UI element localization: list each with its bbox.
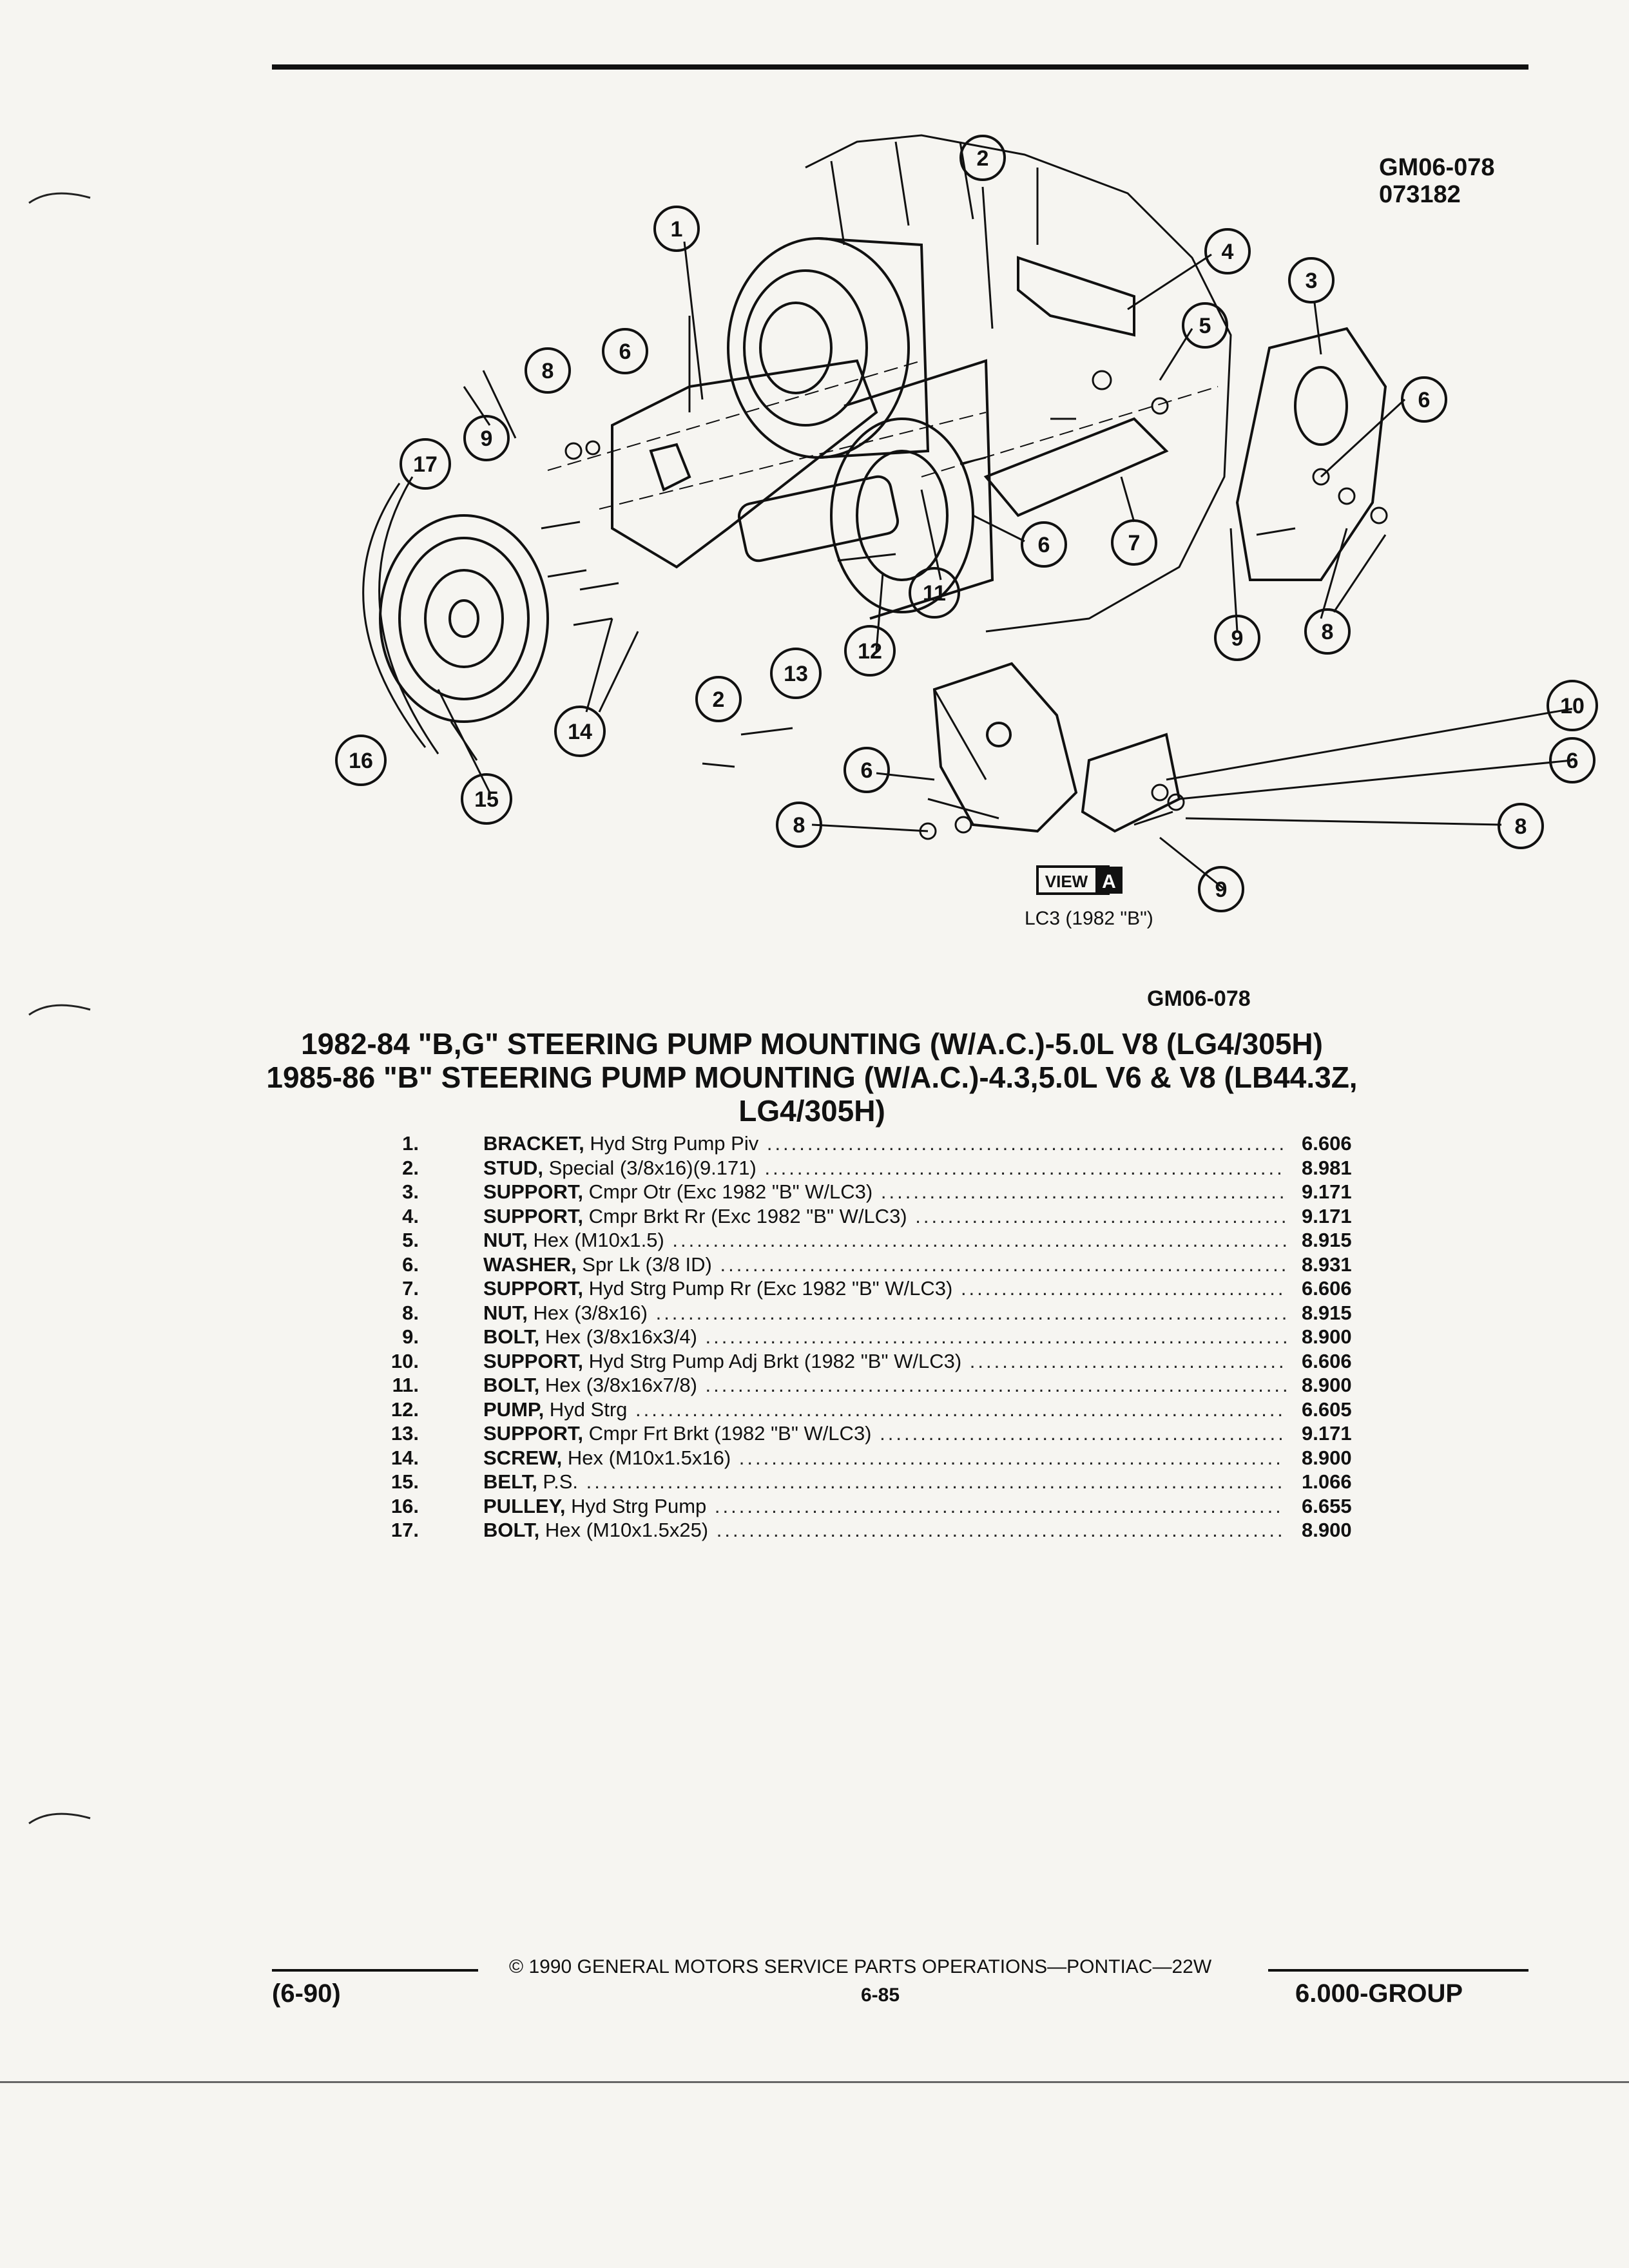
svg-text:4: 4 xyxy=(1221,240,1234,264)
part-name: SCREW, xyxy=(483,1446,563,1469)
part-name: WASHER, xyxy=(483,1253,577,1276)
footer-rule-right xyxy=(1268,1969,1528,1972)
callout-7 xyxy=(1112,521,1156,564)
part-group-number: 6.655 xyxy=(1302,1494,1352,1517)
svg-text:15: 15 xyxy=(474,787,499,812)
part-description xyxy=(483,1156,1598,1180)
part-detail: Hex (3/8x16) xyxy=(527,1301,648,1324)
part-group-number: 9.171 xyxy=(1302,1422,1352,1445)
part-number: 15. xyxy=(390,1470,419,1493)
part-detail: Hyd Strg Pump Rr (Exc 1982 "B" W/LC3) xyxy=(583,1277,953,1300)
callout-6b xyxy=(603,329,647,373)
margin-mark xyxy=(26,995,97,1021)
svg-text:3: 3 xyxy=(1305,269,1318,293)
part-description xyxy=(483,1494,1598,1518)
part-group-number: 6.606 xyxy=(1302,1277,1352,1300)
callout-6 xyxy=(1402,378,1446,421)
page-title-line3: LG4/305H) xyxy=(738,1094,885,1128)
part-detail: Hyd Strg Pump Adj Brkt (1982 "B" W/LC3) xyxy=(583,1349,962,1372)
callout-10 xyxy=(1548,681,1597,730)
part-group-number: 6.606 xyxy=(1302,1349,1352,1372)
callout-2 xyxy=(961,136,1005,180)
part-detail: P.S. xyxy=(537,1470,579,1493)
dot-leader: ................................................................ xyxy=(758,1132,1287,1155)
part-group-number: 8.900 xyxy=(1302,1374,1352,1396)
callout-2b xyxy=(697,677,740,721)
svg-text:10: 10 xyxy=(1560,694,1585,718)
parts-list xyxy=(361,1131,1379,1542)
part-name: BOLT, xyxy=(483,1519,540,1541)
dot-leader: .................................................. xyxy=(872,1180,1287,1203)
part-number: 9. xyxy=(402,1325,419,1348)
callout-16 xyxy=(336,736,385,785)
svg-text:1: 1 xyxy=(670,217,683,242)
part-number: 13. xyxy=(390,1422,419,1445)
part-description xyxy=(483,1253,1598,1276)
svg-text:9: 9 xyxy=(480,427,493,451)
part-description xyxy=(483,1325,1598,1349)
part-number: 1. xyxy=(402,1132,419,1155)
part-number: 17. xyxy=(390,1519,419,1541)
callout-6e xyxy=(1550,738,1594,782)
dot-leader: ...................................................................... xyxy=(706,1494,1284,1517)
margin-mark xyxy=(26,1804,97,1830)
part-name: BOLT, xyxy=(483,1374,540,1396)
part-detail: Hyd Strg xyxy=(544,1398,628,1421)
parts-list-row xyxy=(361,1398,1379,1422)
part-description xyxy=(483,1276,1598,1300)
svg-text:9: 9 xyxy=(1231,626,1244,651)
part-description xyxy=(483,1373,1598,1397)
dot-leader: ........................................................................ xyxy=(697,1374,1291,1396)
svg-text:9: 9 xyxy=(1215,878,1228,902)
part-detail: Hex (M10x1.5x16) xyxy=(562,1446,731,1469)
view-a-tag xyxy=(1037,867,1123,894)
svg-text:6: 6 xyxy=(1566,749,1579,773)
dot-leader: ............................................................................ xyxy=(664,1229,1290,1251)
svg-text:14: 14 xyxy=(568,720,592,744)
part-detail: Special (3/8x16)(9.171) xyxy=(543,1156,757,1179)
part-group-number: 6.606 xyxy=(1302,1132,1352,1155)
part-description xyxy=(483,1518,1598,1542)
part-group-number: 9.171 xyxy=(1302,1180,1352,1203)
view-a-label: VIEW xyxy=(1045,872,1088,891)
part-detail: Hyd Strg Pump Piv xyxy=(584,1132,759,1155)
view-a-letter: A xyxy=(1102,871,1116,892)
callout-8 xyxy=(526,349,570,392)
dot-leader: ................................................................................ xyxy=(627,1398,1286,1421)
callout-12 xyxy=(845,626,894,675)
part-group-number: 9.171 xyxy=(1302,1204,1352,1227)
part-name: BRACKET, xyxy=(483,1132,584,1155)
svg-text:5: 5 xyxy=(1199,314,1211,338)
part-description xyxy=(483,1349,1598,1373)
part-description xyxy=(483,1228,1598,1252)
svg-text:12: 12 xyxy=(858,639,882,664)
part-number: 14. xyxy=(390,1446,419,1469)
callout-15 xyxy=(462,774,511,823)
callout-5 xyxy=(1183,303,1227,347)
part-number: 2. xyxy=(402,1156,419,1179)
dot-leader: ...................................................................................... xyxy=(578,1470,1286,1493)
part-detail: Hex (M10x1.5) xyxy=(527,1229,664,1251)
part-name: NUT, xyxy=(483,1301,528,1324)
parts-list-row xyxy=(361,1325,1379,1349)
parts-list-row xyxy=(361,1470,1379,1494)
part-group-number: 8.915 xyxy=(1302,1301,1352,1324)
part-number: 3. xyxy=(402,1180,419,1203)
part-description xyxy=(483,1446,1598,1470)
part-number: 12. xyxy=(390,1398,419,1421)
margin-mark xyxy=(26,184,97,209)
callout-8d xyxy=(1499,804,1543,848)
part-description xyxy=(483,1470,1598,1494)
part-number: 7. xyxy=(402,1277,419,1300)
part-number: 10. xyxy=(390,1349,419,1372)
dot-leader: .............................................................................. xyxy=(647,1301,1290,1324)
part-group-number: 1.066 xyxy=(1302,1470,1352,1493)
part-group-number: 8.931 xyxy=(1302,1253,1352,1276)
svg-text:17: 17 xyxy=(413,452,438,477)
parts-list-row xyxy=(361,1253,1379,1277)
part-name: SUPPORT, xyxy=(483,1277,584,1300)
footer-group: 6.000-GROUP xyxy=(1295,1979,1463,2008)
parts-list-row xyxy=(361,1373,1379,1398)
part-detail: Cmpr Brkt Rr (Exc 1982 "B" W/LC3) xyxy=(583,1204,907,1227)
callout-8b xyxy=(1306,610,1349,653)
part-group-number: 8.900 xyxy=(1302,1446,1352,1469)
part-description xyxy=(483,1421,1598,1445)
page-title-line1: 1982-84 "B,G" STEERING PUMP MOUNTING (W/A.C.)-5.0L V8 (LG4/305H) xyxy=(301,1027,1323,1061)
part-number: 5. xyxy=(402,1229,419,1251)
dot-leader: ........................................ xyxy=(952,1277,1286,1300)
part-name: PULLEY, xyxy=(483,1494,566,1517)
svg-text:6: 6 xyxy=(619,340,631,364)
parts-list-row xyxy=(361,1421,1379,1446)
callout-13 xyxy=(771,649,820,698)
callout-6d xyxy=(845,748,889,792)
parts-list-row xyxy=(361,1494,1379,1519)
exploded-parts-diagram xyxy=(277,116,1585,973)
callout-14 xyxy=(555,707,604,756)
part-description xyxy=(483,1398,1598,1421)
dot-leader: ...................................................................... xyxy=(711,1253,1289,1276)
callout-17 xyxy=(401,439,450,488)
part-group-number: 8.900 xyxy=(1302,1325,1352,1348)
copyright-line: © 1990 GENERAL MOTORS SERVICE PARTS OPERATIONS—PONTIAC—22W xyxy=(509,1956,1212,1977)
part-name: SUPPORT, xyxy=(483,1180,584,1203)
svg-text:11: 11 xyxy=(923,581,946,606)
dot-leader: ........................................................................ xyxy=(697,1325,1291,1348)
header-rule xyxy=(272,64,1528,70)
page-title-line2: 1985-86 "B" STEERING PUMP MOUNTING (W/A.C.)-4.3,5.0L V6 & V8 (LB44.3Z, xyxy=(266,1061,1358,1094)
view-a-caption: LC3 (1982 "B") xyxy=(1025,908,1153,929)
svg-text:2: 2 xyxy=(976,146,989,171)
svg-text:8: 8 xyxy=(1514,814,1527,839)
dot-leader: ................................................................... xyxy=(731,1446,1284,1469)
bottom-scan-rule xyxy=(0,2081,1629,2083)
parts-list-row xyxy=(361,1301,1379,1325)
parts-list-row xyxy=(361,1228,1379,1253)
part-number: 8. xyxy=(402,1301,419,1324)
part-number: 11. xyxy=(392,1374,419,1396)
part-name: PUMP, xyxy=(483,1398,545,1421)
part-group-number: 8.981 xyxy=(1302,1156,1352,1179)
figure-code: GM06-078 xyxy=(1379,154,1495,181)
part-detail: Hex (3/8x16x7/8) xyxy=(539,1374,697,1396)
callout-9c xyxy=(1199,867,1243,911)
callout-1 xyxy=(655,207,699,251)
callout-4 xyxy=(1206,229,1249,273)
part-number: 4. xyxy=(402,1204,419,1227)
svg-text:8: 8 xyxy=(1321,620,1334,644)
part-description xyxy=(483,1301,1598,1325)
part-detail: Cmpr Otr (Exc 1982 "B" W/LC3) xyxy=(583,1180,873,1203)
part-number: 6. xyxy=(402,1253,419,1276)
svg-text:6: 6 xyxy=(1418,388,1431,412)
svg-text:8: 8 xyxy=(541,359,554,383)
svg-text:7: 7 xyxy=(1128,531,1141,555)
svg-text:8: 8 xyxy=(793,813,805,838)
svg-text:6: 6 xyxy=(860,758,873,783)
part-description xyxy=(483,1204,1598,1228)
parts-list-row xyxy=(361,1349,1379,1374)
part-name: NUT, xyxy=(483,1229,528,1251)
part-detail: Hyd Strg Pump xyxy=(565,1494,707,1517)
part-number: 16. xyxy=(390,1494,419,1517)
callout-6c xyxy=(1022,523,1066,566)
dot-leader: ................................................................ xyxy=(756,1156,1285,1179)
callout-9 xyxy=(465,416,508,460)
page-number: 6-85 xyxy=(861,1984,900,2006)
svg-text:16: 16 xyxy=(349,749,373,773)
svg-text:6: 6 xyxy=(1037,533,1050,557)
dot-leader: ...................................................................... xyxy=(708,1519,1286,1541)
parts-list-row xyxy=(361,1131,1379,1156)
figure-bottom-code: GM06-078 xyxy=(1147,986,1251,1011)
parts-list-row xyxy=(361,1276,1379,1301)
footer-rule-left xyxy=(272,1969,478,1972)
parts-list-row xyxy=(361,1156,1379,1180)
part-name: BOLT, xyxy=(483,1325,540,1348)
footer-date: (6-90) xyxy=(272,1979,341,2008)
part-group-number: 6.605 xyxy=(1302,1398,1352,1421)
part-description xyxy=(483,1180,1598,1204)
part-detail: Hex (M10x1.5x25) xyxy=(539,1519,709,1541)
part-name: SUPPORT, xyxy=(483,1204,584,1227)
parts-list-row xyxy=(361,1446,1379,1470)
dot-leader: .................................................. xyxy=(871,1422,1286,1445)
parts-list-row xyxy=(361,1204,1379,1229)
part-detail: Cmpr Frt Brkt (1982 "B" W/LC3) xyxy=(583,1422,872,1445)
part-name: SUPPORT, xyxy=(483,1422,584,1445)
svg-text:13: 13 xyxy=(784,662,808,686)
part-description xyxy=(483,1131,1598,1155)
part-name: BELT, xyxy=(483,1470,537,1493)
part-name: SUPPORT, xyxy=(483,1349,584,1372)
part-detail: Hex (3/8x16x3/4) xyxy=(539,1325,697,1348)
part-detail: Spr Lk (3/8 ID) xyxy=(576,1253,712,1276)
parts-list-row xyxy=(361,1518,1379,1542)
part-group-number: 8.900 xyxy=(1302,1519,1352,1541)
part-group-number: 8.915 xyxy=(1302,1229,1352,1251)
svg-text:2: 2 xyxy=(712,687,725,712)
callout-3 xyxy=(1289,258,1333,302)
part-name: STUD, xyxy=(483,1156,543,1179)
figure-date-code: 073182 xyxy=(1379,181,1461,208)
dot-leader: .............................................. xyxy=(907,1204,1289,1227)
parts-list-row xyxy=(361,1180,1379,1204)
dot-leader: ....................................... xyxy=(961,1349,1287,1372)
